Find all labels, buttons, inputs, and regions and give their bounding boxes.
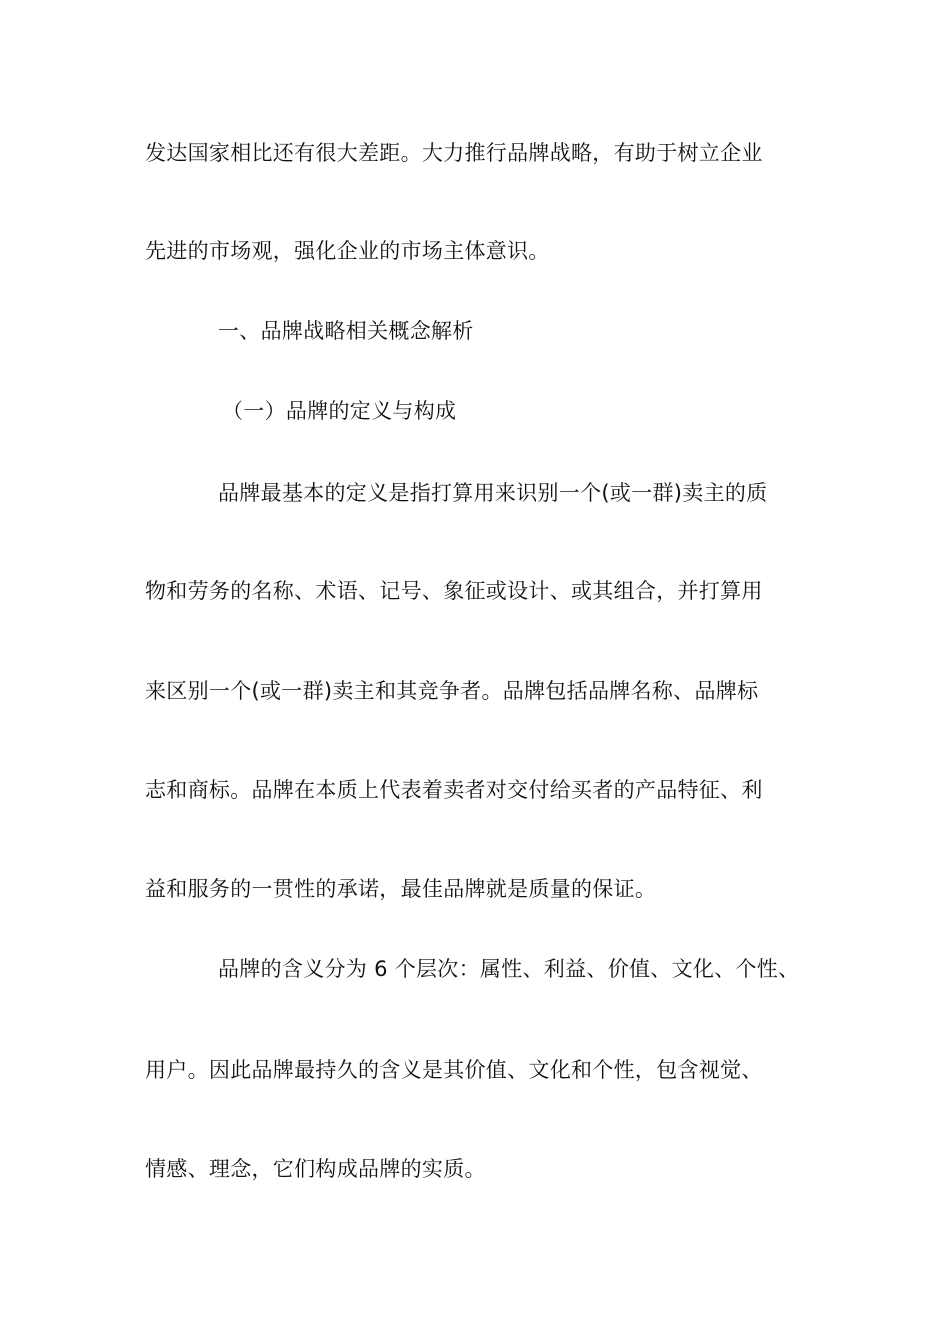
paragraph-line: 先进的市场观，强化企业的市场主体意识。 <box>145 239 550 263</box>
paragraph-line: 品牌最基本的定义是指打算用来识别一个(或一群)卖主的质 <box>218 481 768 505</box>
subsection-heading: （一）品牌的定义与构成 <box>222 399 457 423</box>
paragraph-line: 志和商标。品牌在本质上代表着卖者对交付给买者的产品特征、利 <box>145 778 763 802</box>
paragraph-line: 发达国家相比还有很大差距。大力推行品牌战略，有助于树立企业 <box>145 141 763 165</box>
paragraph-line: 情感、理念，它们构成品牌的实质。 <box>145 1157 486 1181</box>
paragraph-line: 品牌的含义分为 6 个层次：属性、利益、价值、文化、个性、 <box>218 957 800 981</box>
paragraph-line: 益和服务的一贯性的承诺，最佳品牌就是质量的保证。 <box>145 877 657 901</box>
paragraph-line: 物和劳务的名称、术语、记号、象征或设计、或其组合，并打算用 <box>145 579 763 603</box>
paragraph-line: 来区别一个(或一群)卖主和其竞争者。品牌包括品牌名称、品牌标 <box>145 679 759 703</box>
section-heading: 一、品牌战略相关概念解析 <box>218 319 474 343</box>
paragraph-line: 用户。因此品牌最持久的含义是其价值、文化和个性，包含视觉、 <box>145 1058 763 1082</box>
